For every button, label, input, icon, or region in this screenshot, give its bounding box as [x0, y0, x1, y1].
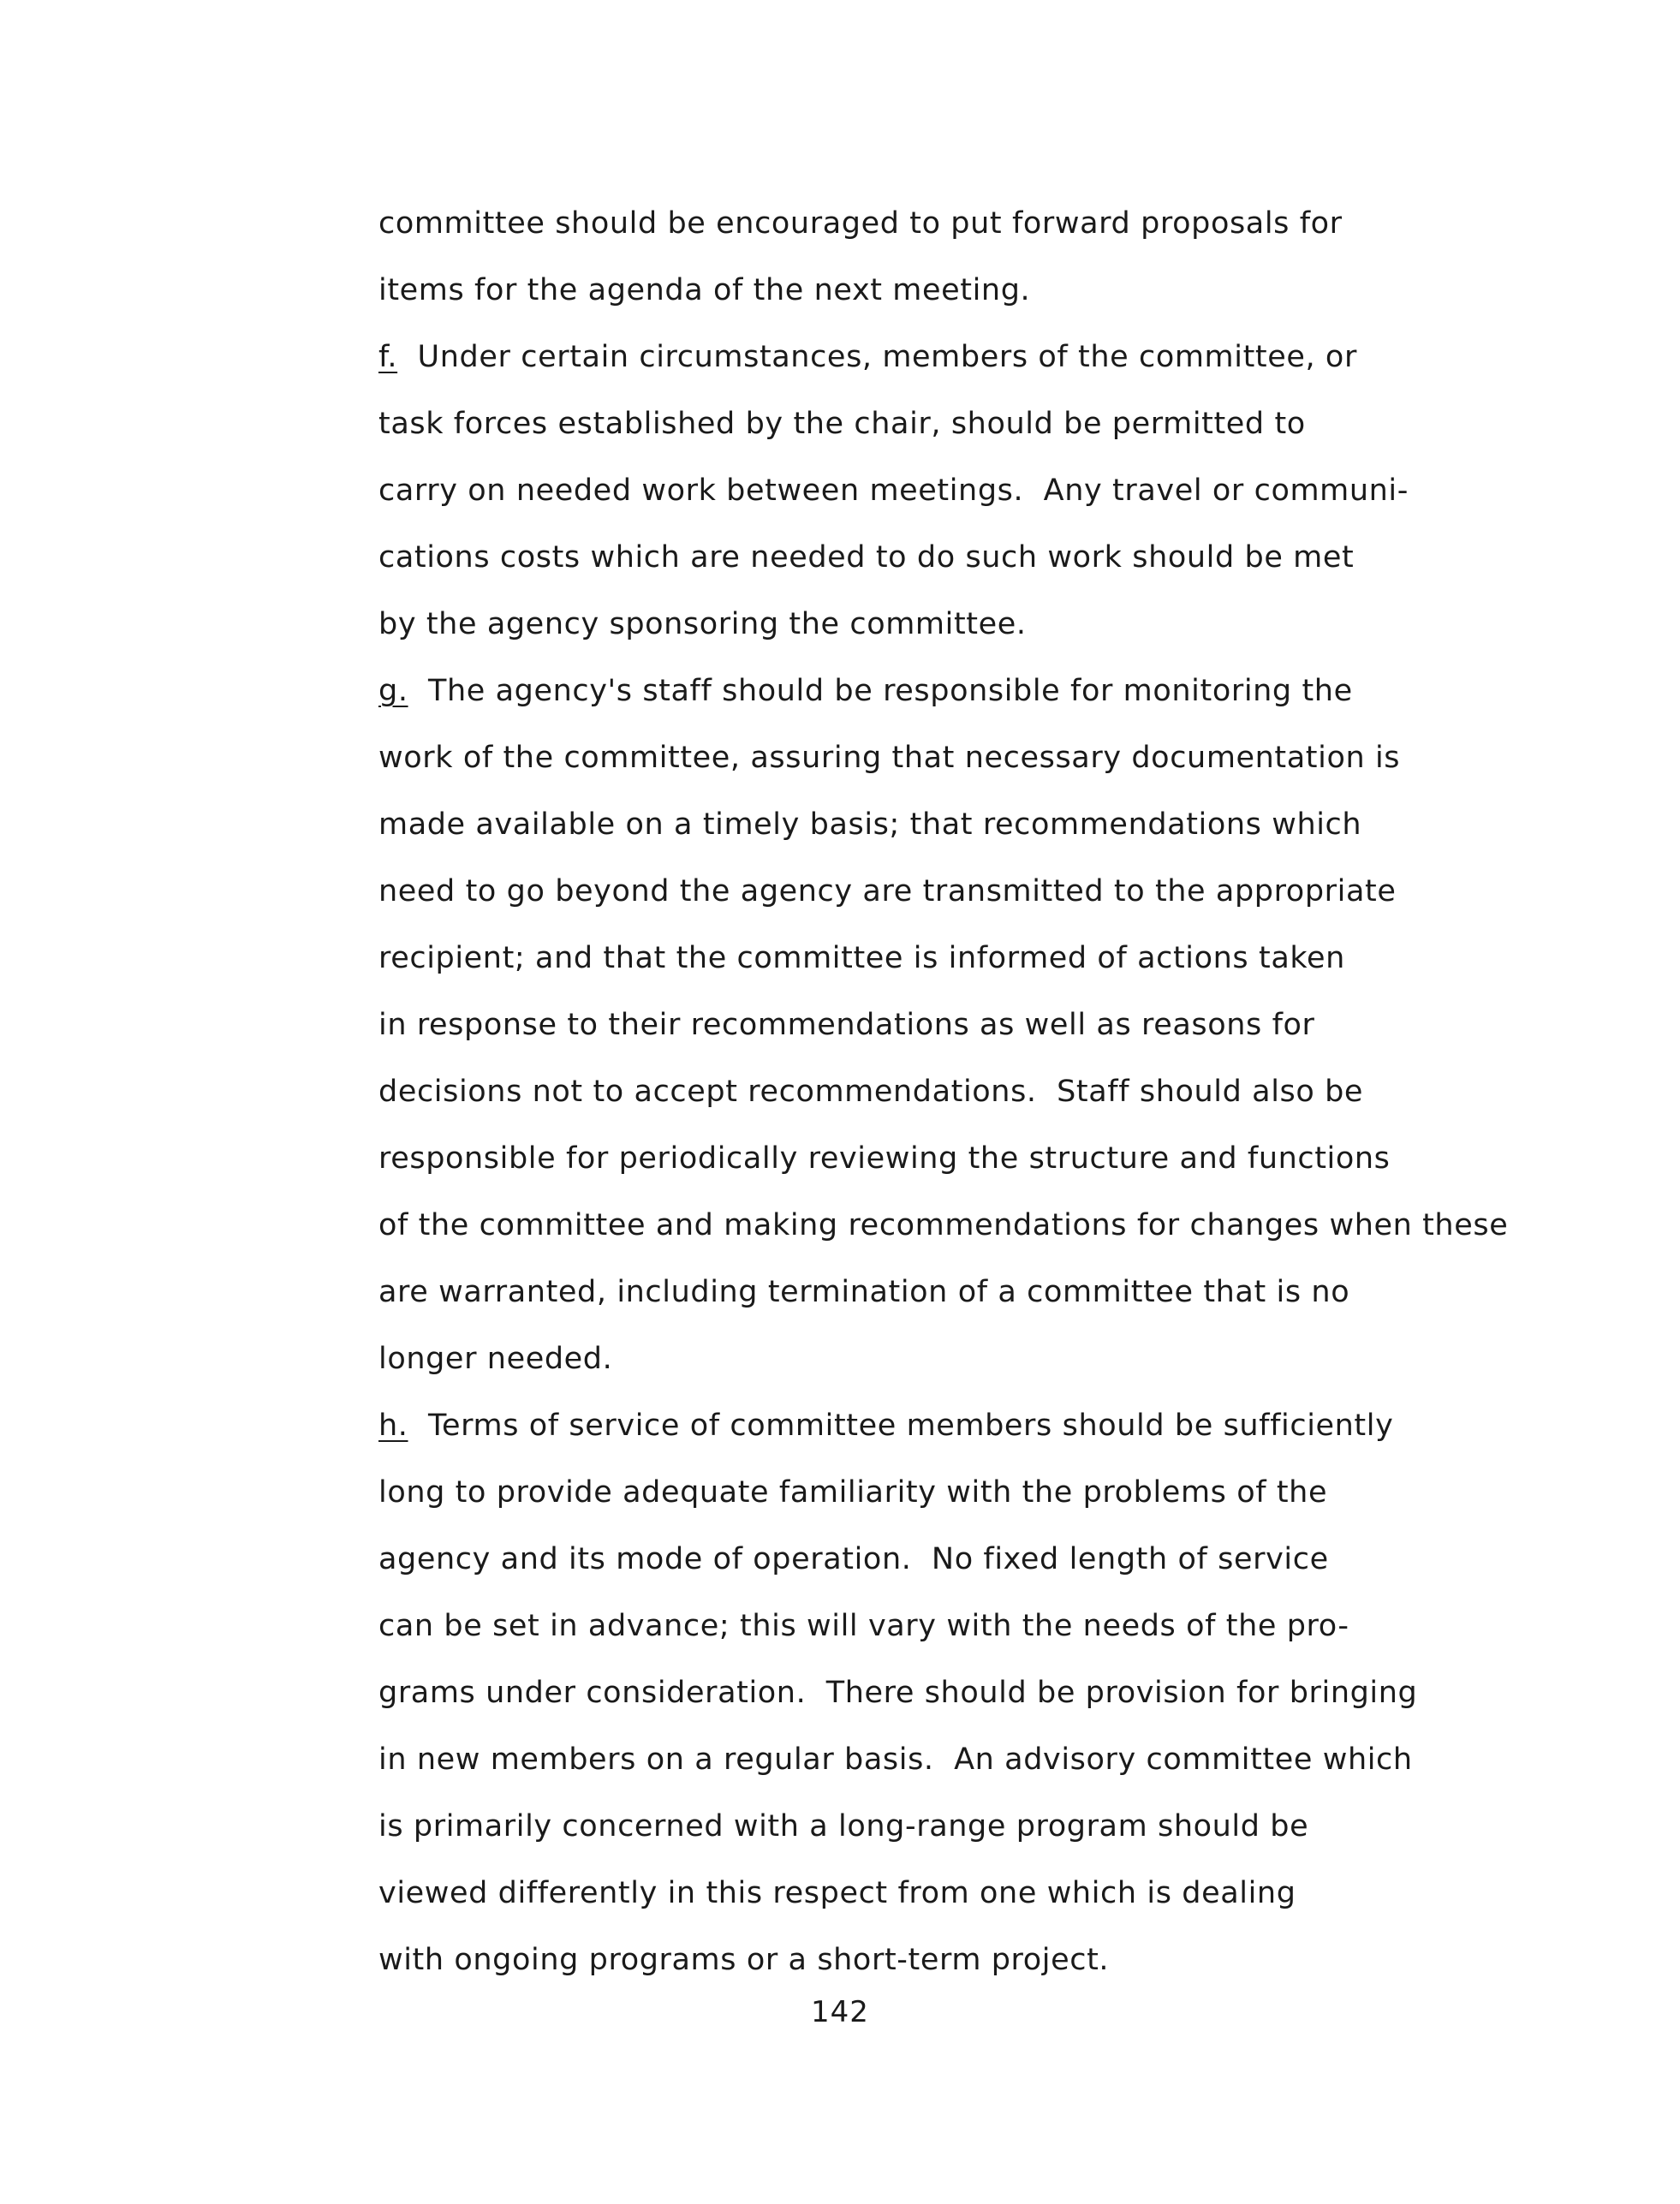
- line-text: cations costs which are needed to do such work should be met: [378, 540, 1355, 575]
- text-line: [378, 724, 1500, 791]
- text-line: [378, 925, 1500, 992]
- line-text: task forces established by the chair, should be permitted to: [378, 407, 1306, 441]
- text-line: [378, 457, 1500, 524]
- text-line: [378, 1860, 1500, 1927]
- text-line: [378, 1325, 1500, 1392]
- line-text: are warranted, including termination of a committee that is no: [378, 1275, 1350, 1309]
- text-line: [378, 190, 1500, 257]
- line-text: long to provide adequate familiarity with the problems of the: [378, 1475, 1328, 1510]
- line-text: committee should be encouraged to put forward proposals for: [378, 206, 1343, 241]
- line-text: in new members on a regular basis. An advisory committee which: [378, 1742, 1413, 1777]
- text-line: [378, 591, 1500, 658]
- line-text: viewed differently in this respect from one which is dealing: [378, 1876, 1296, 1910]
- paragraph-marker: h.: [378, 1409, 408, 1443]
- line-text: work of the committee, assuring that necessary documentation is: [378, 741, 1401, 775]
- line-text: carry on needed work between meetings. Any travel or communi-: [378, 474, 1409, 508]
- line-text: recipient; and that the committee is informed of actions taken: [378, 941, 1345, 975]
- line-text: The agency's staff should be responsible for monitoring the: [408, 674, 1353, 708]
- text-line: [378, 1726, 1500, 1793]
- text-line: [378, 324, 1500, 390]
- text-line: [378, 791, 1500, 858]
- line-text: grams under consideration. There should be provision for bringing: [378, 1676, 1418, 1710]
- text-line: [378, 1659, 1500, 1726]
- line-text: in response to their recommendations as well as reasons for: [378, 1008, 1315, 1042]
- line-text: can be set in advance; this will vary with the needs of the pro-: [378, 1609, 1349, 1643]
- text-line: [378, 1058, 1500, 1125]
- text-line: [378, 1392, 1500, 1459]
- text-line: [378, 1125, 1500, 1192]
- text-line: [378, 390, 1500, 457]
- line-text: decisions not to accept recommendations. Staff should also be: [378, 1075, 1364, 1109]
- line-text: responsible for periodically reviewing the structure and functions: [378, 1141, 1391, 1176]
- line-text: items for the agenda of the next meeting.: [378, 273, 1031, 307]
- line-text: with ongoing programs or a short-term project.: [378, 1943, 1110, 1977]
- paragraph-marker: g.: [378, 674, 408, 708]
- line-text: is primarily concerned with a long-range program should be: [378, 1809, 1309, 1844]
- body-text: [378, 190, 1509, 1993]
- text-line: [378, 1593, 1500, 1659]
- text-line: [378, 524, 1500, 591]
- text-line: [378, 992, 1500, 1058]
- line-text: by the agency sponsoring the committee.: [378, 607, 1027, 641]
- paragraph-marker: f.: [378, 340, 398, 374]
- text-line: [378, 1927, 1500, 1993]
- page-number: 142: [811, 1995, 869, 2029]
- line-text: made available on a timely basis; that recommendations which: [378, 807, 1362, 842]
- text-line: [378, 658, 1500, 724]
- text-line: [378, 257, 1500, 324]
- line-text: need to go beyond the agency are transmitted to the appropriate: [378, 874, 1397, 908]
- text-line: [378, 1526, 1500, 1593]
- text-line: [378, 1793, 1500, 1860]
- text-line: [378, 1459, 1500, 1526]
- line-text: agency and its mode of operation. No fixed length of service: [378, 1542, 1329, 1576]
- text-line: [378, 858, 1500, 925]
- line-text: Terms of service of committee members should be sufficiently: [408, 1409, 1394, 1443]
- text-line: [378, 1259, 1500, 1325]
- line-text: Under certain circumstances, members of the committee, or: [397, 340, 1357, 374]
- line-text: longer needed.: [378, 1342, 613, 1376]
- text-line: [378, 1192, 1509, 1259]
- line-text: of the committee and making recommendations for changes when these: [378, 1208, 1509, 1242]
